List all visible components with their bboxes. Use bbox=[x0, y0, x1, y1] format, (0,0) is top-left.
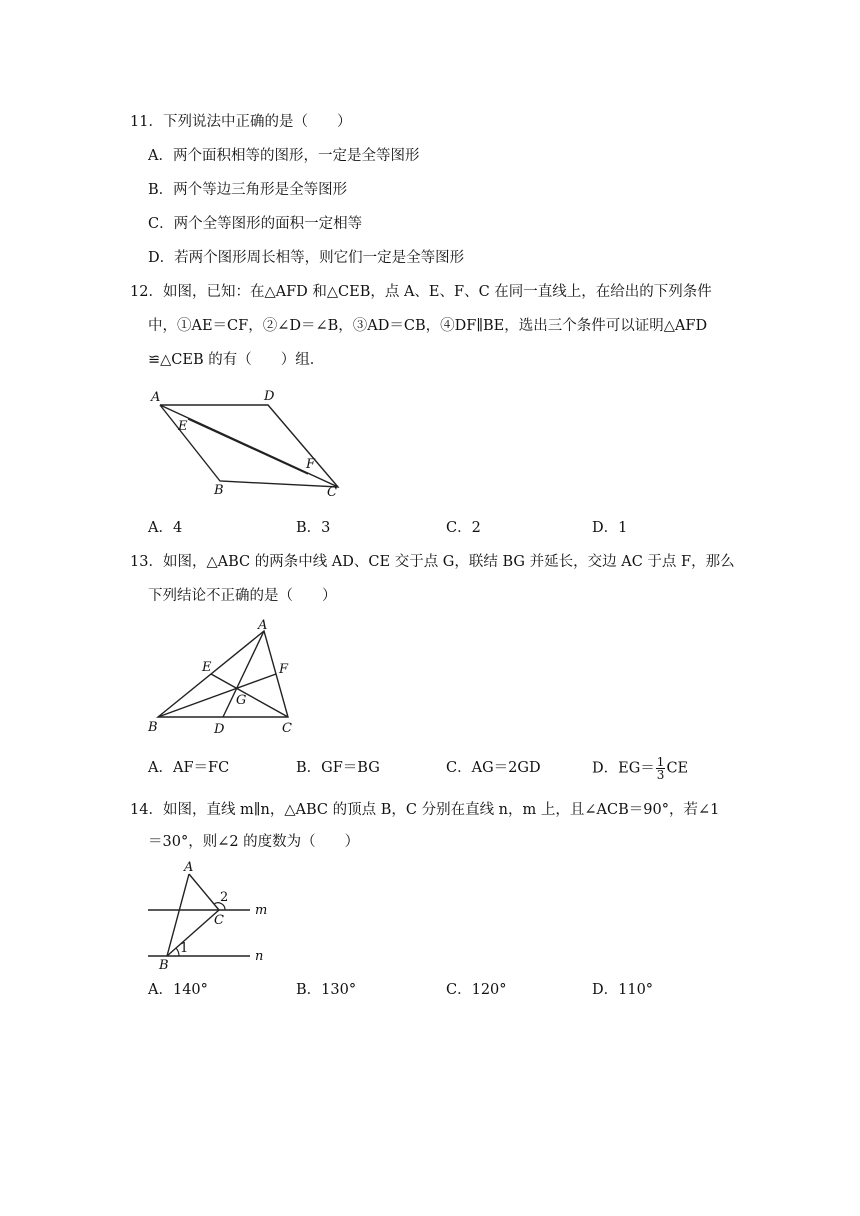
q13-label-g: G bbox=[236, 693, 247, 708]
q13-label-a: A bbox=[258, 618, 268, 633]
q11-option-a: A．两个面积相等的图形，一定是全等图形 bbox=[148, 148, 420, 164]
q12-option-b: B．3 bbox=[296, 520, 331, 536]
q13-option-d-suffix: CE bbox=[666, 760, 689, 777]
q11-option-d: D．若两个图形周长相等，则它们一定是全等图形 bbox=[148, 250, 465, 266]
q14-side-ac bbox=[189, 874, 219, 910]
q13-label-e: E bbox=[202, 660, 212, 675]
q12-option-a: A．4 bbox=[148, 520, 183, 536]
q13-segment-bf bbox=[158, 674, 276, 717]
q14-label-1: 1 bbox=[180, 941, 189, 956]
q14-label-2: 2 bbox=[220, 890, 229, 905]
q14-label-n: n bbox=[255, 949, 264, 964]
q13-option-d bbox=[592, 756, 688, 781]
q13-label-f: F bbox=[279, 662, 289, 677]
q13-option-c: C．AG＝2GD bbox=[446, 760, 541, 776]
q11-option-c: C．两个全等图形的面积一定相等 bbox=[148, 216, 363, 232]
q14-figure bbox=[148, 858, 278, 973]
q12-stem-line1: 12．如图，已知：在△AFD 和△CEB，点 A、E、F、C 在同一直线上，在给出的下列条件 bbox=[130, 284, 712, 300]
q13-option-d-numerator: 1 bbox=[656, 755, 665, 769]
q14-option-a: A．140° bbox=[148, 982, 208, 998]
q14-side-bc bbox=[167, 910, 219, 956]
q13-figure bbox=[148, 618, 308, 737]
q13-stem-line2: 下列结论不正确的是（ ） bbox=[148, 588, 337, 604]
q13-median-ce bbox=[211, 674, 288, 717]
q12-label-f: F bbox=[306, 457, 316, 472]
q13-option-d-denominator: 3 bbox=[656, 768, 665, 782]
q14-angle-1-arc bbox=[176, 948, 179, 956]
q14-stem-line1: 14．如图，直线 m∥n，△ABC 的顶点 B，C 分别在直线 n，m 上，且∠ACB＝90°，若∠1 bbox=[130, 802, 720, 818]
q12-label-a: A bbox=[151, 390, 161, 405]
q12-option-d: D．1 bbox=[592, 520, 628, 536]
q14-option-d: D．110° bbox=[592, 982, 654, 998]
q14-label-a: A bbox=[184, 860, 194, 875]
q12-stem-line3: ≌△CEB 的有（ ）组． bbox=[148, 352, 325, 368]
q13-option-a: A．AF＝FC bbox=[148, 760, 230, 776]
q12-label-d: D bbox=[264, 389, 275, 404]
q13-stem-line1: 13．如图，△ABC 的两条中线 AD、CE 交于点 G，联结 BG 并延长，交边 AC 于点 F，那么 bbox=[130, 554, 735, 570]
q12-segment-ed bbox=[188, 419, 308, 474]
q12-stem-line2: 中，①AE＝CF，②∠D＝∠B，③AD＝CB，④DF∥BE，选出三个条件可以证明△AFD bbox=[148, 318, 708, 334]
q14-label-b: B bbox=[159, 958, 169, 973]
q12-figure bbox=[148, 388, 348, 498]
q12-label-c: C bbox=[327, 485, 337, 500]
q12-option-c: C．2 bbox=[446, 520, 481, 536]
q14-stem-line2: ＝30°，则∠2 的度数为（ ） bbox=[148, 834, 360, 850]
q13-option-b: B．GF＝BG bbox=[296, 760, 380, 776]
q13-label-d: D bbox=[214, 722, 225, 737]
q13-label-c: C bbox=[282, 721, 292, 736]
q13-option-d-fraction bbox=[656, 756, 666, 781]
q11-stem: 11．下列说法中正确的是（ ） bbox=[130, 114, 352, 130]
q14-label-m: m bbox=[255, 903, 268, 918]
q14-option-b: B．130° bbox=[296, 982, 357, 998]
q11-option-b: B．两个等边三角形是全等图形 bbox=[148, 182, 348, 198]
q13-label-b: B bbox=[148, 720, 158, 735]
q12-label-b: B bbox=[214, 483, 224, 498]
q14-label-c: C bbox=[214, 913, 224, 928]
q14-option-c: C．120° bbox=[446, 982, 507, 998]
q12-label-e: E bbox=[178, 419, 188, 434]
q13-option-d-prefix: D．EG＝ bbox=[592, 760, 655, 777]
q13-triangle bbox=[158, 631, 288, 717]
q12-diagonal-ac bbox=[160, 405, 338, 487]
